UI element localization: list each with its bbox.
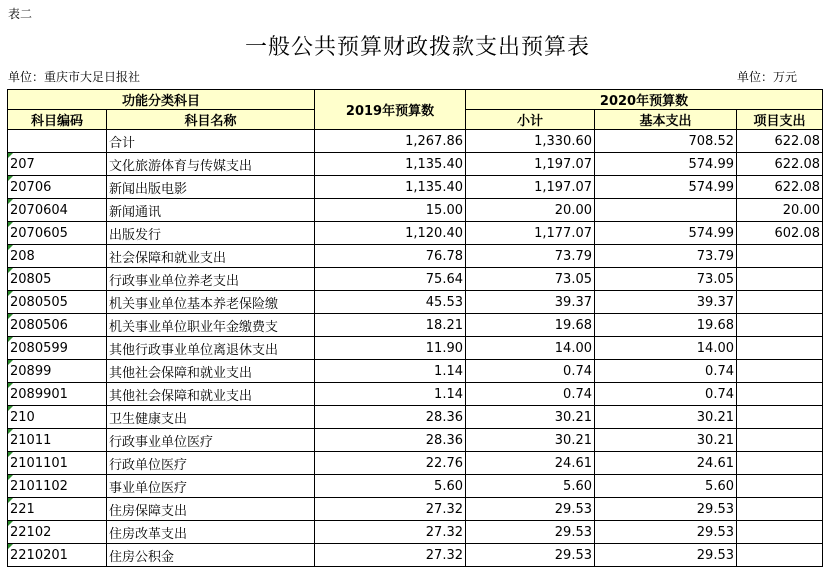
cell-basic[interactable]: 24.61 bbox=[595, 452, 737, 475]
cell-project[interactable] bbox=[737, 429, 823, 452]
cell-budget-2019[interactable]: 18.21 bbox=[315, 314, 466, 337]
cell-name[interactable]: 社会保障和就业支出 bbox=[107, 245, 315, 268]
cell-code[interactable]: 2089901 bbox=[8, 383, 107, 406]
cell-subtotal[interactable]: 20.00 bbox=[466, 199, 595, 222]
table-row bbox=[8, 406, 823, 429]
cell-name[interactable]: 出版发行 bbox=[107, 222, 315, 245]
cell-code[interactable]: 22102 bbox=[8, 521, 107, 544]
cell-project[interactable] bbox=[737, 268, 823, 291]
cell-code[interactable]: 2080599 bbox=[8, 337, 107, 360]
cell-basic[interactable]: 708.52 bbox=[595, 130, 737, 153]
cell-subtotal[interactable]: 14.00 bbox=[466, 337, 595, 360]
cell-project[interactable] bbox=[737, 314, 823, 337]
cell-budget-2019[interactable]: 45.53 bbox=[315, 291, 466, 314]
cell-project[interactable] bbox=[737, 383, 823, 406]
cell-basic[interactable]: 574.99 bbox=[595, 222, 737, 245]
cell-project[interactable]: 20.00 bbox=[737, 199, 823, 222]
cell-name[interactable]: 文化旅游体育与传媒支出 bbox=[107, 153, 315, 176]
cell-name[interactable]: 行政事业单位养老支出 bbox=[107, 268, 315, 291]
cell-budget-2019[interactable]: 1,135.40 bbox=[315, 153, 466, 176]
cell-project[interactable]: 622.08 bbox=[737, 176, 823, 199]
cell-code[interactable]: 21011 bbox=[8, 429, 107, 452]
cell-budget-2019[interactable]: 27.32 bbox=[315, 544, 466, 567]
cell-code[interactable]: 221 bbox=[8, 498, 107, 521]
cell-name[interactable]: 住房改革支出 bbox=[107, 521, 315, 544]
header-code[interactable]: 科目编码 bbox=[8, 110, 107, 130]
header-budget-2020[interactable]: 2020年预算数 bbox=[466, 90, 823, 110]
cell-subtotal[interactable]: 30.21 bbox=[466, 406, 595, 429]
cell-code[interactable]: 2101102 bbox=[8, 475, 107, 498]
cell-code[interactable]: 20706 bbox=[8, 176, 107, 199]
cell-code[interactable]: 2101101 bbox=[8, 452, 107, 475]
cell-code[interactable]: 20899 bbox=[8, 360, 107, 383]
header-budget-2019[interactable]: 2019年预算数 bbox=[315, 90, 466, 130]
cell-budget-2019[interactable]: 22.76 bbox=[315, 452, 466, 475]
cell-basic[interactable]: 29.53 bbox=[595, 498, 737, 521]
table-row bbox=[8, 544, 823, 567]
cell-basic[interactable]: 29.53 bbox=[595, 544, 737, 567]
cell-subtotal[interactable]: 0.74 bbox=[466, 383, 595, 406]
cell-project[interactable] bbox=[737, 245, 823, 268]
cell-basic[interactable]: 73.05 bbox=[595, 268, 737, 291]
header-function-class[interactable]: 功能分类科目 bbox=[8, 90, 315, 110]
cell-basic[interactable]: 5.60 bbox=[595, 475, 737, 498]
cell-budget-2019[interactable]: 1,135.40 bbox=[315, 176, 466, 199]
sheet-label: 表二 bbox=[8, 7, 33, 21]
cell-subtotal[interactable]: 29.53 bbox=[466, 544, 595, 567]
cell-budget-2019[interactable]: 28.36 bbox=[315, 429, 466, 452]
table-row bbox=[8, 383, 823, 406]
cell-budget-2019[interactable]: 27.32 bbox=[315, 521, 466, 544]
cell-project[interactable] bbox=[737, 452, 823, 475]
cell-name[interactable]: 机关事业单位职业年金缴费支 bbox=[107, 314, 315, 337]
header-name[interactable]: 科目名称 bbox=[107, 110, 315, 130]
cell-name[interactable]: 卫生健康支出 bbox=[107, 406, 315, 429]
table-row bbox=[8, 291, 823, 314]
cell-name[interactable]: 住房保障支出 bbox=[107, 498, 315, 521]
table-row bbox=[8, 222, 823, 245]
cell-name[interactable]: 其他行政事业单位离退休支出 bbox=[107, 337, 315, 360]
table-row bbox=[8, 360, 823, 383]
cell-subtotal[interactable]: 39.37 bbox=[466, 291, 595, 314]
cell-basic[interactable]: 39.37 bbox=[595, 291, 737, 314]
cell-name[interactable]: 事业单位医疗 bbox=[107, 475, 315, 498]
cell-basic[interactable]: 19.68 bbox=[595, 314, 737, 337]
cell-name[interactable]: 其他社会保障和就业支出 bbox=[107, 383, 315, 406]
cell-name[interactable]: 行政单位医疗 bbox=[107, 452, 315, 475]
cell-basic[interactable]: 30.21 bbox=[595, 429, 737, 452]
table-row bbox=[8, 337, 823, 360]
cell-budget-2019[interactable]: 75.64 bbox=[315, 268, 466, 291]
cell-name[interactable]: 其他社会保障和就业支出 bbox=[107, 360, 315, 383]
cell-subtotal[interactable]: 30.21 bbox=[466, 429, 595, 452]
cell-project[interactable] bbox=[737, 521, 823, 544]
cell-budget-2019[interactable]: 5.60 bbox=[315, 475, 466, 498]
cell-basic[interactable]: 29.53 bbox=[595, 521, 737, 544]
table-row bbox=[8, 475, 823, 498]
header-project[interactable]: 项目支出 bbox=[737, 110, 823, 130]
cell-project[interactable] bbox=[737, 498, 823, 521]
cell-budget-2019[interactable]: 15.00 bbox=[315, 199, 466, 222]
cell-basic[interactable]: 574.99 bbox=[595, 176, 737, 199]
cell-project[interactable] bbox=[737, 406, 823, 429]
cell-basic[interactable]: 0.74 bbox=[595, 360, 737, 383]
cell-project[interactable] bbox=[737, 360, 823, 383]
cell-project[interactable]: 602.08 bbox=[737, 222, 823, 245]
table-row bbox=[8, 153, 823, 176]
cell-project[interactable] bbox=[737, 291, 823, 314]
table-row bbox=[8, 452, 823, 475]
cell-subtotal[interactable]: 29.53 bbox=[466, 521, 595, 544]
table-row bbox=[8, 130, 823, 153]
cell-budget-2019[interactable]: 1,267.86 bbox=[315, 130, 466, 153]
cell-subtotal[interactable]: 1,197.07 bbox=[466, 176, 595, 199]
cell-code[interactable]: 207 bbox=[8, 153, 107, 176]
table-row bbox=[8, 498, 823, 521]
cell-subtotal[interactable]: 29.53 bbox=[466, 498, 595, 521]
cell-name[interactable]: 新闻通讯 bbox=[107, 199, 315, 222]
cell-budget-2019[interactable]: 1,120.40 bbox=[315, 222, 466, 245]
cell-subtotal[interactable]: 24.61 bbox=[466, 452, 595, 475]
table-row bbox=[8, 199, 823, 222]
cell-code[interactable]: 20805 bbox=[8, 268, 107, 291]
cell-code[interactable]: 2080506 bbox=[8, 314, 107, 337]
cell-code[interactable]: 2210201 bbox=[8, 544, 107, 567]
cell-subtotal[interactable]: 1,330.60 bbox=[466, 130, 595, 153]
cell-basic[interactable]: 574.99 bbox=[595, 153, 737, 176]
cell-budget-2019[interactable]: 1.14 bbox=[315, 360, 466, 383]
cell-code[interactable]: 208 bbox=[8, 245, 107, 268]
unit-org-label: 单位：重庆市大足日报社 bbox=[8, 70, 141, 84]
table-row bbox=[8, 314, 823, 337]
cell-subtotal[interactable]: 73.79 bbox=[466, 245, 595, 268]
cell-project[interactable] bbox=[737, 544, 823, 567]
cell-subtotal[interactable]: 1,177.07 bbox=[466, 222, 595, 245]
page-title: 一般公共预算财政拨款支出预算表 bbox=[244, 35, 590, 60]
budget-table bbox=[7, 89, 823, 567]
cell-subtotal[interactable]: 5.60 bbox=[466, 475, 595, 498]
cell-budget-2019[interactable]: 76.78 bbox=[315, 245, 466, 268]
cell-subtotal[interactable]: 73.05 bbox=[466, 268, 595, 291]
table-row bbox=[8, 176, 823, 199]
header-subtotal[interactable]: 小计 bbox=[466, 110, 595, 130]
cell-basic[interactable]: 0.74 bbox=[595, 383, 737, 406]
cell-project[interactable]: 622.08 bbox=[737, 130, 823, 153]
cell-name[interactable]: 住房公积金 bbox=[107, 544, 315, 567]
table-row bbox=[8, 268, 823, 291]
table-row bbox=[8, 521, 823, 544]
cell-code[interactable]: 2080505 bbox=[8, 291, 107, 314]
cell-project[interactable]: 622.08 bbox=[737, 153, 823, 176]
cell-name[interactable]: 合计 bbox=[107, 130, 315, 153]
cell-name[interactable]: 机关事业单位基本养老保险缴 bbox=[107, 291, 315, 314]
cell-basic[interactable]: 30.21 bbox=[595, 406, 737, 429]
cell-subtotal[interactable]: 0.74 bbox=[466, 360, 595, 383]
table-row bbox=[8, 429, 823, 452]
cell-subtotal[interactable]: 19.68 bbox=[466, 314, 595, 337]
cell-budget-2019[interactable]: 1.14 bbox=[315, 383, 466, 406]
cell-code[interactable]: 210 bbox=[8, 406, 107, 429]
cell-basic[interactable] bbox=[595, 199, 737, 222]
cell-name[interactable]: 行政事业单位医疗 bbox=[107, 429, 315, 452]
cell-budget-2019[interactable]: 27.32 bbox=[315, 498, 466, 521]
cell-name[interactable]: 新闻出版电影 bbox=[107, 176, 315, 199]
cell-budget-2019[interactable]: 11.90 bbox=[315, 337, 466, 360]
cell-basic[interactable]: 73.79 bbox=[595, 245, 737, 268]
cell-budget-2019[interactable]: 28.36 bbox=[315, 406, 466, 429]
cell-basic[interactable]: 14.00 bbox=[595, 337, 737, 360]
cell-subtotal[interactable]: 1,197.07 bbox=[466, 153, 595, 176]
table-row bbox=[8, 245, 823, 268]
cell-code[interactable]: 2070605 bbox=[8, 222, 107, 245]
cell-project[interactable] bbox=[737, 337, 823, 360]
unit-currency-label: 单位：万元 bbox=[737, 70, 798, 84]
cell-project[interactable] bbox=[737, 475, 823, 498]
cell-code[interactable] bbox=[8, 130, 107, 153]
header-basic[interactable]: 基本支出 bbox=[595, 110, 737, 130]
cell-code[interactable]: 2070604 bbox=[8, 199, 107, 222]
